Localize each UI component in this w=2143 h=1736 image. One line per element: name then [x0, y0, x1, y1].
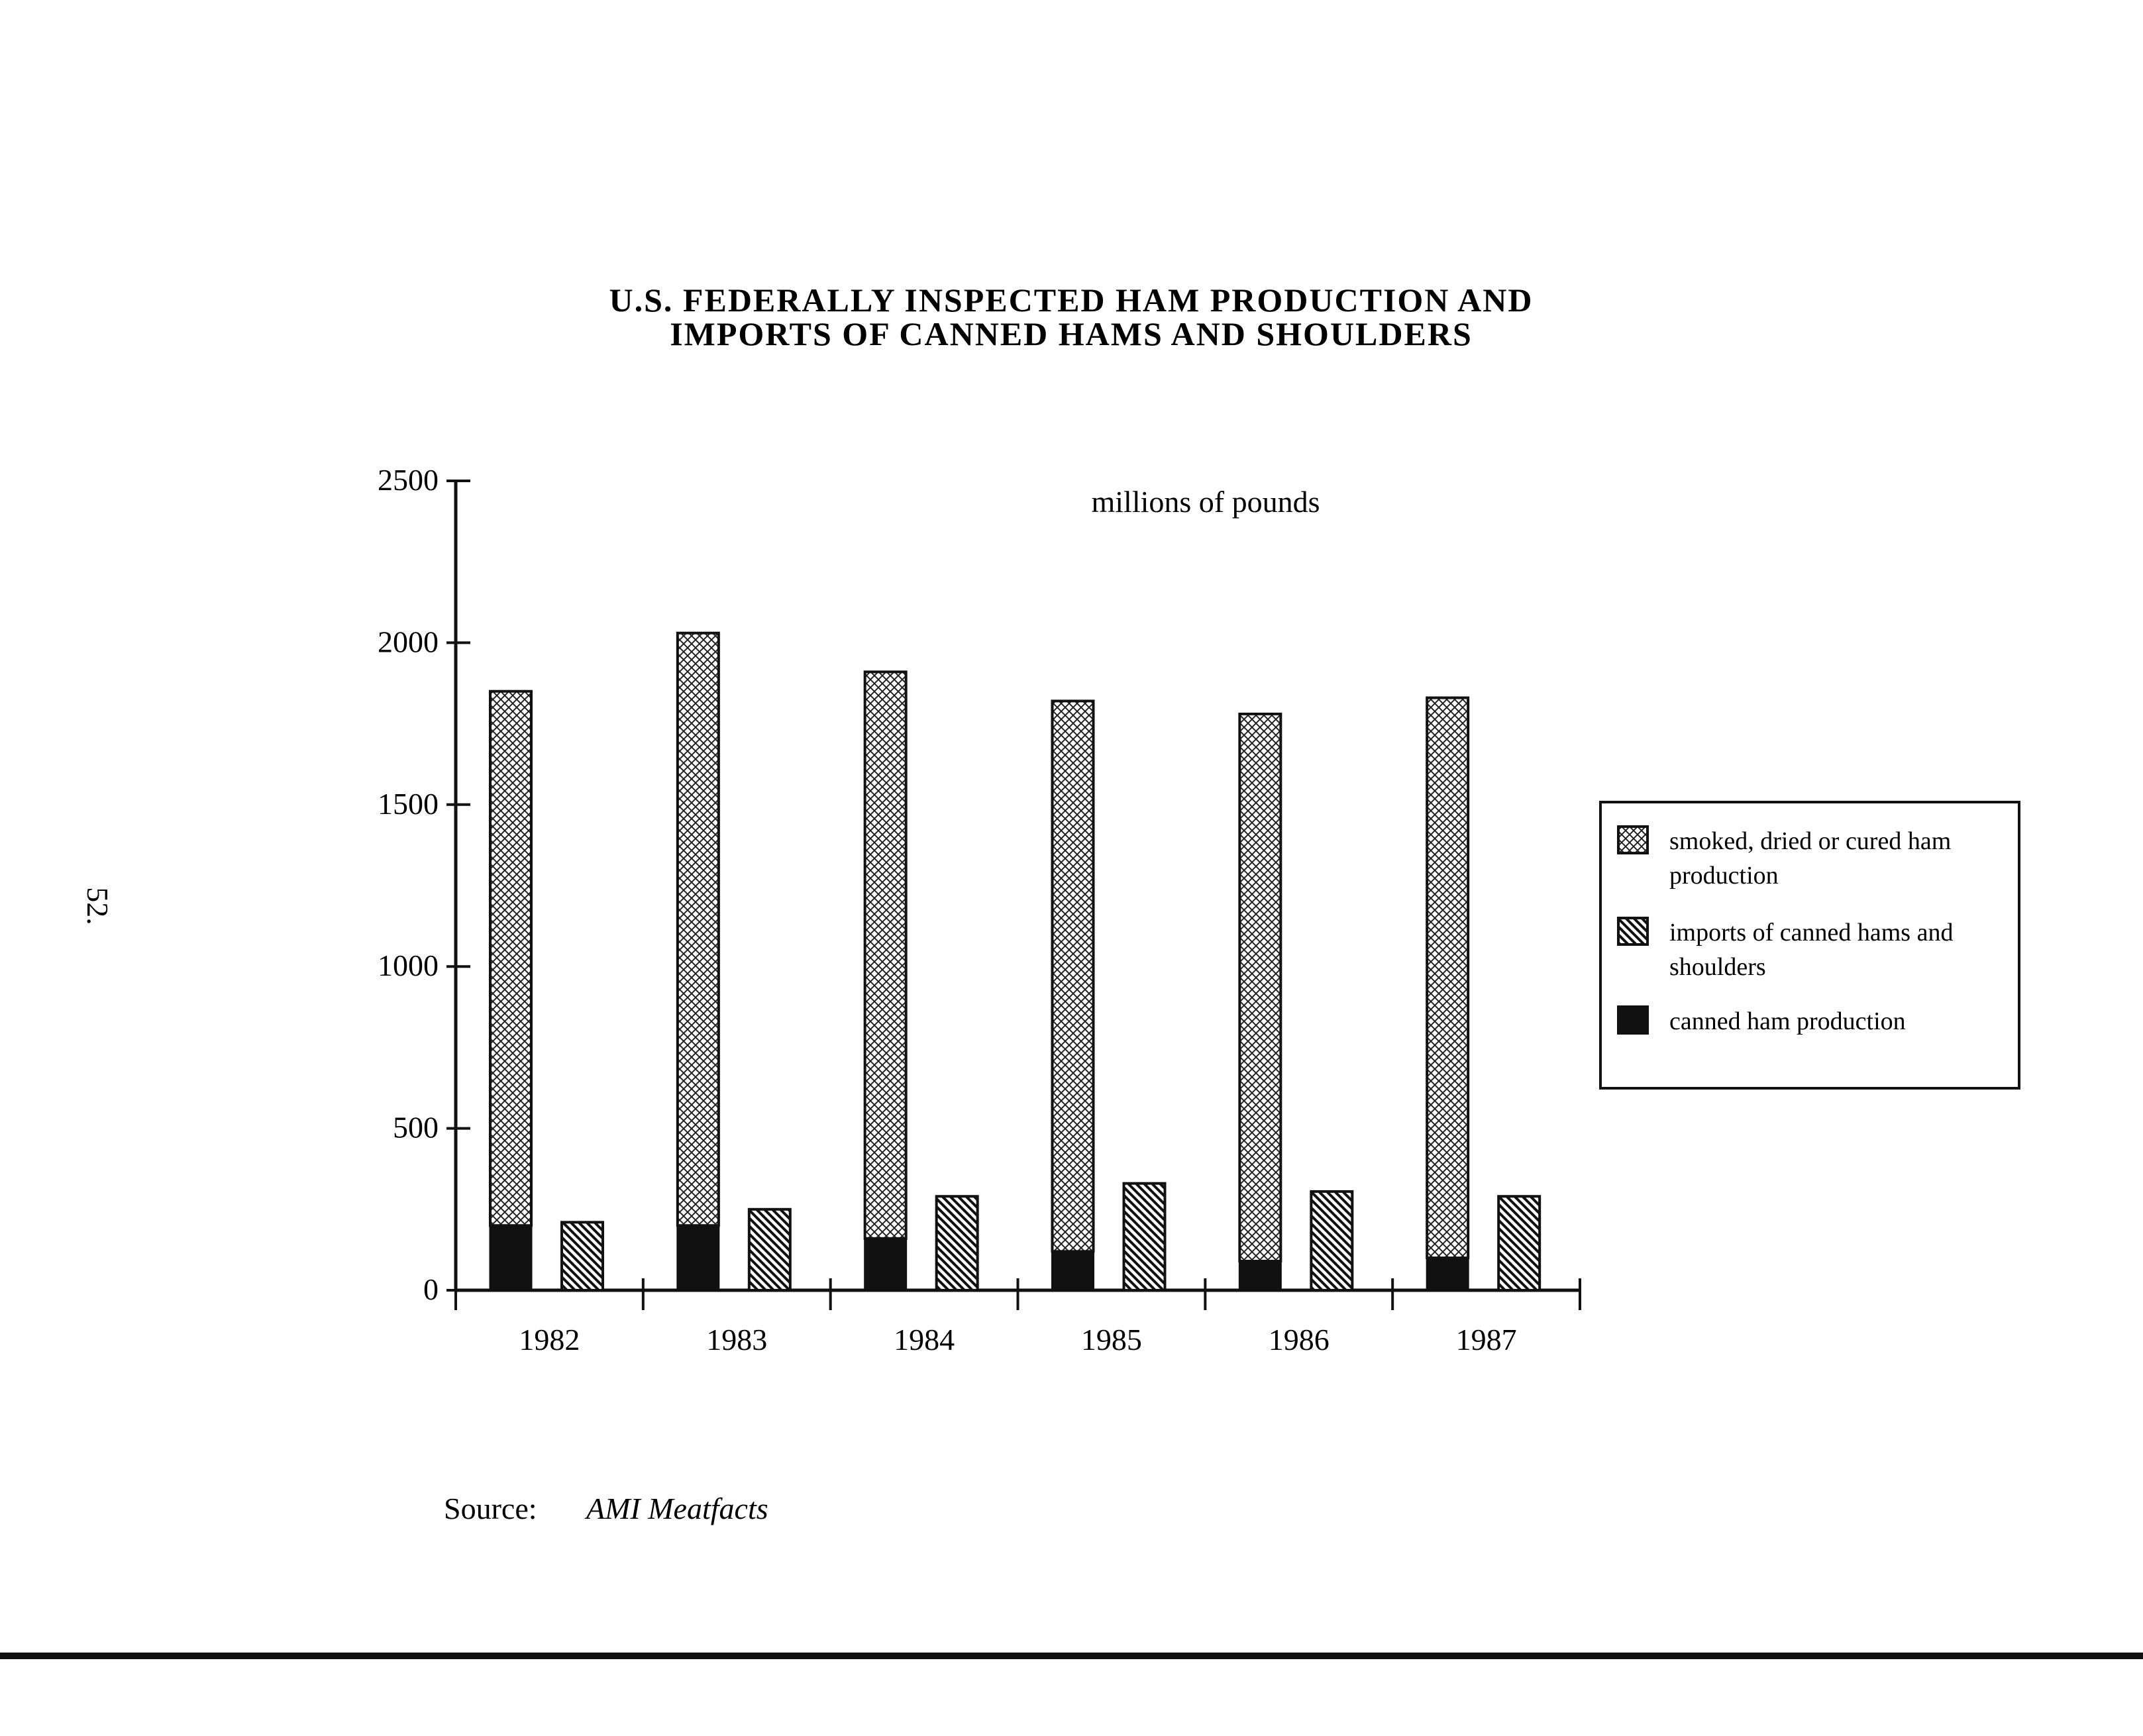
x-tick-label: 1982 — [519, 1323, 580, 1356]
bar-smoked-dried-cured-ham — [1239, 714, 1281, 1261]
y-tick-label: 2500 — [378, 463, 439, 497]
y-tick-label: 0 — [423, 1272, 439, 1306]
source-value: AMI Meatfacts — [586, 1492, 768, 1525]
legend-label: imports of canned hams and — [1669, 919, 1954, 946]
chart-title-line-2: IMPORTS OF CANNED HAMS AND SHOULDERS — [670, 315, 1473, 352]
bar-smoked-dried-cured-ham — [490, 691, 531, 1226]
axes — [446, 481, 1580, 1310]
x-tick-label: 1986 — [1268, 1323, 1330, 1356]
legend-label: shoulders — [1669, 953, 1766, 981]
chart-title-line-1: U.S. FEDERALLY INSPECTED HAM PRODUCTION AND — [609, 281, 1534, 319]
bar-canned-ham-production — [1239, 1261, 1281, 1290]
bar-smoked-dried-cured-ham — [1427, 697, 1468, 1258]
y-tick-label: 2000 — [378, 625, 439, 659]
bar-imports-canned-hams — [937, 1196, 978, 1290]
y-tick-label: 1000 — [378, 948, 439, 983]
y-axis-labels — [378, 463, 439, 1306]
x-tick-label: 1987 — [1455, 1323, 1517, 1356]
legend-label: smoked, dried or cured ham — [1669, 827, 1952, 855]
bar-imports-canned-hams — [1498, 1196, 1540, 1290]
page-number-text: 52. — [81, 887, 115, 925]
bar-smoked-dried-cured-ham — [865, 672, 906, 1238]
unit-label: millions of pounds — [1091, 485, 1320, 519]
bar-smoked-dried-cured-ham — [1053, 701, 1094, 1251]
bar-canned-ham-production — [1053, 1251, 1094, 1290]
x-tick-label: 1985 — [1080, 1323, 1142, 1356]
legend-swatch — [1618, 827, 1647, 853]
x-tick-label: 1984 — [894, 1323, 955, 1356]
x-tick-label: 1983 — [706, 1323, 768, 1356]
bar-canned-ham-production — [490, 1225, 531, 1290]
page-number — [81, 887, 115, 925]
bar-canned-ham-production — [1427, 1258, 1468, 1290]
legend — [1600, 802, 2019, 1088]
source-label: Source: — [444, 1492, 537, 1525]
y-tick-label: 1500 — [378, 786, 439, 821]
legend-label: production — [1669, 862, 1779, 890]
legend-label: canned ham production — [1669, 1007, 1906, 1035]
bars — [490, 633, 1540, 1290]
bar-canned-ham-production — [678, 1225, 719, 1290]
legend-swatch — [1618, 1007, 1647, 1033]
bar-canned-ham-production — [865, 1239, 906, 1290]
y-tick-label: 500 — [393, 1110, 439, 1145]
bar-imports-canned-hams — [749, 1209, 790, 1290]
bar-imports-canned-hams — [1311, 1192, 1352, 1290]
bar-smoked-dried-cured-ham — [678, 633, 719, 1226]
bar-imports-canned-hams — [562, 1222, 603, 1290]
x-axis-labels — [519, 1323, 1516, 1356]
bar-imports-canned-hams — [1124, 1184, 1165, 1290]
legend-swatch — [1618, 918, 1647, 945]
